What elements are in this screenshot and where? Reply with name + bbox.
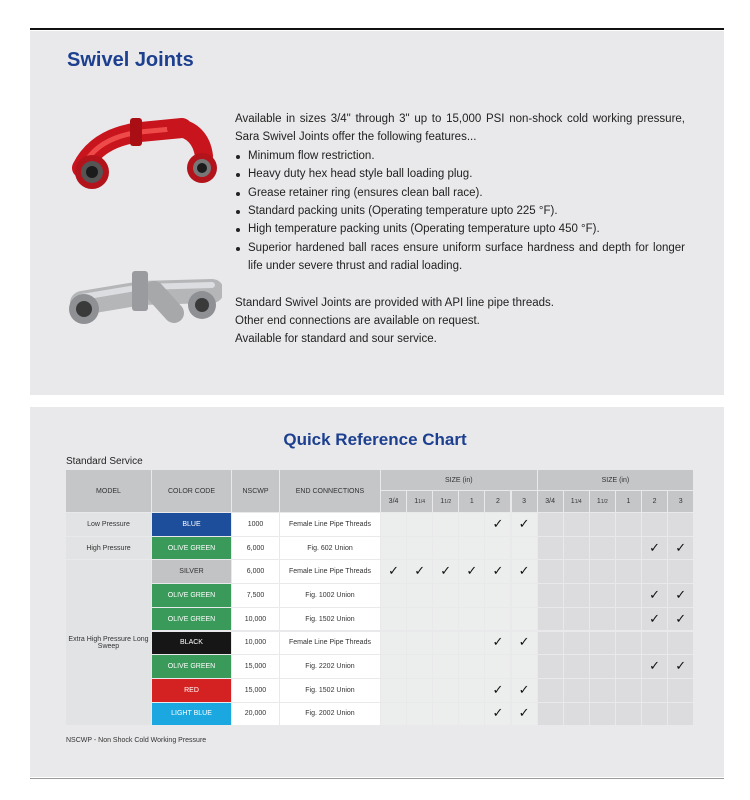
header-color-code: COLOR CODE [152, 470, 231, 512]
check-mark: ✓ [433, 560, 458, 583]
check-mark: ✓ [512, 560, 537, 583]
top-rule [30, 28, 724, 30]
check-mark: ✓ [642, 537, 667, 560]
check-mark: ✓ [485, 560, 510, 583]
feature-item: High temperature packing units (Operating temperature upto 450 °F). [235, 220, 685, 238]
check-mark: ✓ [642, 584, 667, 607]
empty-size-cell [616, 703, 641, 726]
nscwp-cell: 15,000 [232, 679, 279, 702]
empty-size-cell [642, 513, 667, 536]
model-cell: Extra High Pressure Long Sweep [66, 560, 151, 725]
empty-size-cell [485, 537, 510, 560]
empty-size-cell [642, 679, 667, 702]
empty-size-cell [381, 655, 406, 678]
note-line: Standard Swivel Joints are provided with API line pipe threads. [235, 296, 554, 309]
end-connection-cell: Fig. 1502 Union [280, 608, 380, 631]
empty-size-cell [616, 608, 641, 631]
check-mark: ✓ [668, 537, 693, 560]
size-label: 1 [414, 498, 419, 505]
empty-size-cell [381, 703, 406, 726]
check-mark: ✓ [512, 632, 537, 655]
empty-size-cell [538, 513, 563, 536]
nscwp-cell: 20,000 [232, 703, 279, 726]
empty-size-cell [459, 513, 484, 536]
check-mark: ✓ [668, 584, 693, 607]
end-connection-cell: Female Line Pipe Threads [280, 513, 380, 536]
bottom-rule [30, 778, 724, 779]
check-mark: ✓ [485, 632, 510, 655]
empty-size-cell [668, 560, 693, 583]
empty-size-cell [590, 560, 615, 583]
color-code-cell: OLIVE GREEN [152, 537, 231, 560]
header-size-4 [642, 491, 667, 512]
feature-item: Superior hardened ball races ensure uniform surface hardness and depth for longer life under severe thrust and radial loading. [235, 239, 685, 276]
empty-size-cell [381, 632, 406, 655]
nscwp-cell: 10,000 [232, 632, 279, 655]
size-fraction: 1/2 [600, 498, 608, 505]
empty-size-cell [459, 537, 484, 560]
check-mark: ✓ [512, 679, 537, 702]
color-code-cell: LIGHT BLUE [152, 703, 231, 726]
silver-swivel-joint-image [62, 253, 222, 333]
empty-size-cell [485, 655, 510, 678]
empty-size-cell [407, 679, 432, 702]
feature-item: Grease retainer ring (ensures clean ball race). [235, 184, 685, 202]
header-size-0 [381, 491, 406, 512]
empty-size-cell [564, 584, 589, 607]
header-size-1 [407, 491, 432, 512]
nscwp-cell: 10,000 [232, 608, 279, 631]
header-size-group: SIZE (in) [538, 470, 694, 490]
header-size-5 [668, 491, 693, 512]
empty-size-cell [668, 679, 693, 702]
empty-size-cell [538, 584, 563, 607]
red-swivel-joint-image [70, 108, 220, 193]
header-size-5 [512, 491, 537, 512]
empty-size-cell [564, 560, 589, 583]
empty-size-cell [433, 655, 458, 678]
empty-size-cell [616, 679, 641, 702]
end-connection-cell: Fig. 2202 Union [280, 655, 380, 678]
features-text [235, 110, 685, 349]
check-mark: ✓ [668, 655, 693, 678]
empty-size-cell [459, 703, 484, 726]
check-mark: ✓ [512, 703, 537, 726]
header-size-4 [485, 491, 510, 512]
footnote: NSCWP - Non Shock Cold Working Pressure [66, 737, 207, 744]
empty-size-cell [407, 608, 432, 631]
empty-size-cell [512, 655, 537, 678]
empty-size-cell [590, 703, 615, 726]
end-connection-cell: Fig. 1002 Union [280, 584, 380, 607]
empty-size-cell [564, 632, 589, 655]
check-mark: ✓ [642, 655, 667, 678]
empty-size-cell [512, 608, 537, 631]
empty-size-cell [564, 703, 589, 726]
empty-size-cell [433, 537, 458, 560]
empty-size-cell [433, 703, 458, 726]
empty-size-cell [407, 632, 432, 655]
note-line: Other end connections are available on request. [235, 315, 480, 328]
color-code-cell: OLIVE GREEN [152, 608, 231, 631]
size-label: 3/4 [545, 498, 555, 505]
empty-size-cell [668, 703, 693, 726]
empty-size-cell [512, 537, 537, 560]
empty-size-cell [407, 513, 432, 536]
empty-size-cell [590, 584, 615, 607]
empty-size-cell [459, 679, 484, 702]
empty-size-cell [407, 537, 432, 560]
color-code-cell: BLUE [152, 513, 231, 536]
header-size-3 [459, 491, 484, 512]
color-code-cell: RED [152, 679, 231, 702]
color-code-cell: OLIVE GREEN [152, 584, 231, 607]
empty-size-cell [642, 703, 667, 726]
feature-item: Standard packing units (Operating temperature upto 225 °F). [235, 202, 685, 220]
empty-size-cell [485, 608, 510, 631]
empty-size-cell [381, 608, 406, 631]
service-label: Standard Service [66, 456, 143, 467]
size-label: 1 [626, 498, 631, 505]
empty-size-cell [433, 632, 458, 655]
size-label: 3 [678, 498, 683, 505]
empty-size-cell [538, 703, 563, 726]
empty-size-cell [564, 513, 589, 536]
empty-size-cell [407, 655, 432, 678]
empty-size-cell [459, 632, 484, 655]
header-end-connections: END CONNECTIONS [280, 470, 380, 512]
nscwp-cell: 15,000 [232, 655, 279, 678]
empty-size-cell [590, 537, 615, 560]
check-mark: ✓ [381, 560, 406, 583]
header-nscwp: NSCWP [232, 470, 279, 512]
size-label: 2 [652, 498, 657, 505]
size-fraction: 1/4 [574, 498, 582, 505]
empty-size-cell [433, 679, 458, 702]
empty-size-cell [433, 584, 458, 607]
empty-size-cell [459, 584, 484, 607]
check-mark: ✓ [485, 679, 510, 702]
color-code-cell: OLIVE GREEN [152, 655, 231, 678]
size-label: 1 [469, 498, 474, 505]
end-connection-cell: Female Line Pipe Threads [280, 632, 380, 655]
empty-size-cell [407, 703, 432, 726]
check-mark: ✓ [485, 703, 510, 726]
nscwp-cell: 6,000 [232, 537, 279, 560]
empty-size-cell [407, 584, 432, 607]
size-label: 3/4 [388, 498, 399, 505]
size-label: 1 [440, 498, 445, 505]
empty-size-cell [616, 560, 641, 583]
nscwp-cell: 1000 [232, 513, 279, 536]
size-fraction: 1/2 [444, 498, 452, 505]
empty-size-cell [616, 537, 641, 560]
empty-size-cell [590, 608, 615, 631]
size-label: 1 [570, 498, 575, 505]
end-connection-cell: Fig. 602 Union [280, 537, 380, 560]
empty-size-cell [642, 632, 667, 655]
end-connection-cell: Fig. 1502 Union [280, 679, 380, 702]
empty-size-cell [538, 655, 563, 678]
note-line: Available for standard and sour service. [235, 333, 437, 346]
header-size-2 [590, 491, 615, 512]
empty-size-cell [381, 537, 406, 560]
model-cell: High Pressure [66, 537, 151, 560]
check-mark: ✓ [668, 608, 693, 631]
empty-size-cell [616, 632, 641, 655]
header-model: MODEL [66, 470, 151, 512]
empty-size-cell [564, 608, 589, 631]
empty-size-cell [590, 513, 615, 536]
empty-size-cell [538, 608, 563, 631]
empty-size-cell [668, 632, 693, 655]
empty-size-cell [616, 513, 641, 536]
empty-size-cell [590, 655, 615, 678]
empty-size-cell [590, 632, 615, 655]
chart-title: Quick Reference Chart [283, 430, 467, 449]
size-label: 3 [522, 498, 526, 505]
end-connection-cell: Female Line Pipe Threads [280, 560, 380, 583]
feature-item: Heavy duty hex head style ball loading plug. [235, 165, 685, 183]
empty-size-cell [642, 560, 667, 583]
header-size-group: SIZE (in) [381, 470, 537, 490]
check-mark: ✓ [459, 560, 484, 583]
nscwp-cell: 7,500 [232, 584, 279, 607]
empty-size-cell [616, 584, 641, 607]
feature-list [235, 147, 685, 276]
empty-size-cell [485, 584, 510, 607]
empty-size-cell [433, 608, 458, 631]
nscwp-cell: 6,000 [232, 560, 279, 583]
empty-size-cell [564, 537, 589, 560]
end-connection-cell: Fig. 2002 Union [280, 703, 380, 726]
header-size-0 [538, 491, 563, 512]
check-mark: ✓ [642, 608, 667, 631]
empty-size-cell [433, 513, 458, 536]
empty-size-cell [459, 655, 484, 678]
empty-size-cell [538, 537, 563, 560]
empty-size-cell [590, 679, 615, 702]
feature-item: Minimum flow restriction. [235, 147, 685, 165]
size-label: 1 [596, 498, 601, 505]
empty-size-cell [381, 584, 406, 607]
empty-size-cell [459, 608, 484, 631]
intro-paragraph: Available in sizes 3/4" through 3" up to 15,000 PSI non-shock cold working pressure, Sara Swivel Joints offer the following features... [235, 113, 685, 144]
header-size-3 [616, 491, 641, 512]
header-size-2 [433, 491, 458, 512]
empty-size-cell [512, 584, 537, 607]
quick-reference-table [66, 470, 687, 727]
check-mark: ✓ [485, 513, 510, 536]
empty-size-cell [538, 560, 563, 583]
check-mark: ✓ [512, 513, 537, 536]
check-mark: ✓ [407, 560, 432, 583]
empty-size-cell [564, 655, 589, 678]
color-code-cell: BLACK [152, 632, 231, 655]
header-size-1 [564, 491, 589, 512]
empty-size-cell [381, 679, 406, 702]
page-title: Swivel Joints [67, 49, 194, 71]
model-cell: Low Pressure [66, 513, 151, 536]
size-fraction: 1/4 [418, 498, 426, 505]
empty-size-cell [668, 513, 693, 536]
empty-size-cell [538, 679, 563, 702]
empty-size-cell [538, 632, 563, 655]
empty-size-cell [616, 655, 641, 678]
size-label: 2 [495, 498, 500, 505]
empty-size-cell [381, 513, 406, 536]
empty-size-cell [564, 679, 589, 702]
color-code-cell: SILVER [152, 560, 231, 583]
